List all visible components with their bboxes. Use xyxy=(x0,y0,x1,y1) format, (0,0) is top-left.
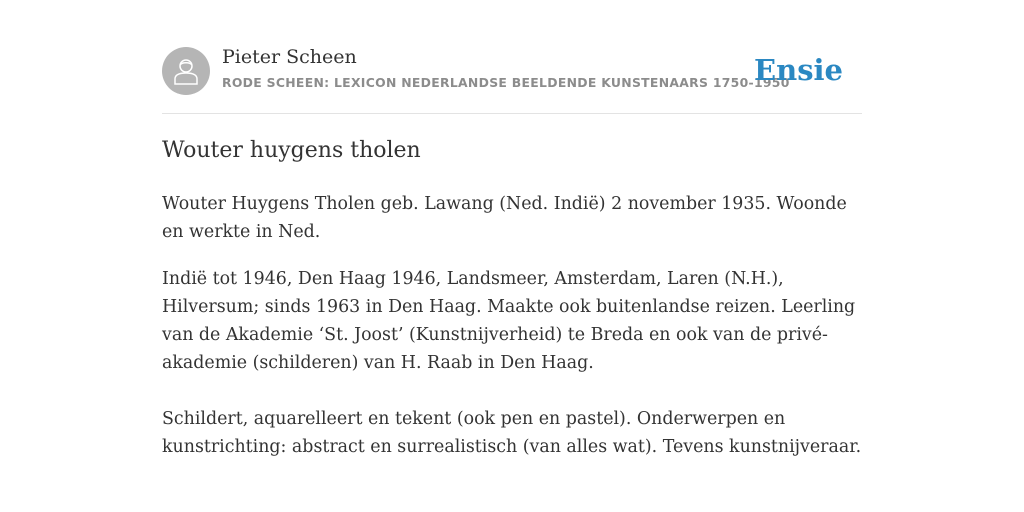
header-divider xyxy=(162,113,862,114)
article-body xyxy=(162,190,862,461)
paragraph: Wouter Huygens Tholen geb. Lawang (Ned. Indië) 2 november 1935. Woonde en werkte in Ned. xyxy=(162,194,847,242)
paragraph: Schildert, aquarelleert en tekent (ook pen en pastel). Onderwerpen en kunstrichting: abstract en surrealistisch (van alles wat). Tevens kunstnijveraar. xyxy=(162,409,862,457)
source-title[interactable]: RODE SCHEEN: LEXICON NEDERLANDSE BEELDENDE KUNSTENAARS 1750-1950 xyxy=(222,75,790,90)
article-title: Wouter huygens tholen xyxy=(162,138,421,163)
article-header xyxy=(162,46,862,96)
author-name[interactable]: Pieter Scheen xyxy=(222,46,357,68)
brand-logo[interactable]: Ensie xyxy=(754,53,843,87)
user-silhouette-icon xyxy=(173,57,199,85)
paragraph: Indië tot 1946, Den Haag 1946, Landsmeer, Amsterdam, Laren (N.H.), Hilversum; sinds 1963 in Den Haag. Maakte ook buitenlandse reizen. Leerling van de Akademie ‘St. Joost’ (Kunstnijverheid) te Breda en ook van de privé-akademie (schilderen) van H. Raab in Den Haag. xyxy=(162,269,856,373)
avatar[interactable] xyxy=(162,47,210,95)
